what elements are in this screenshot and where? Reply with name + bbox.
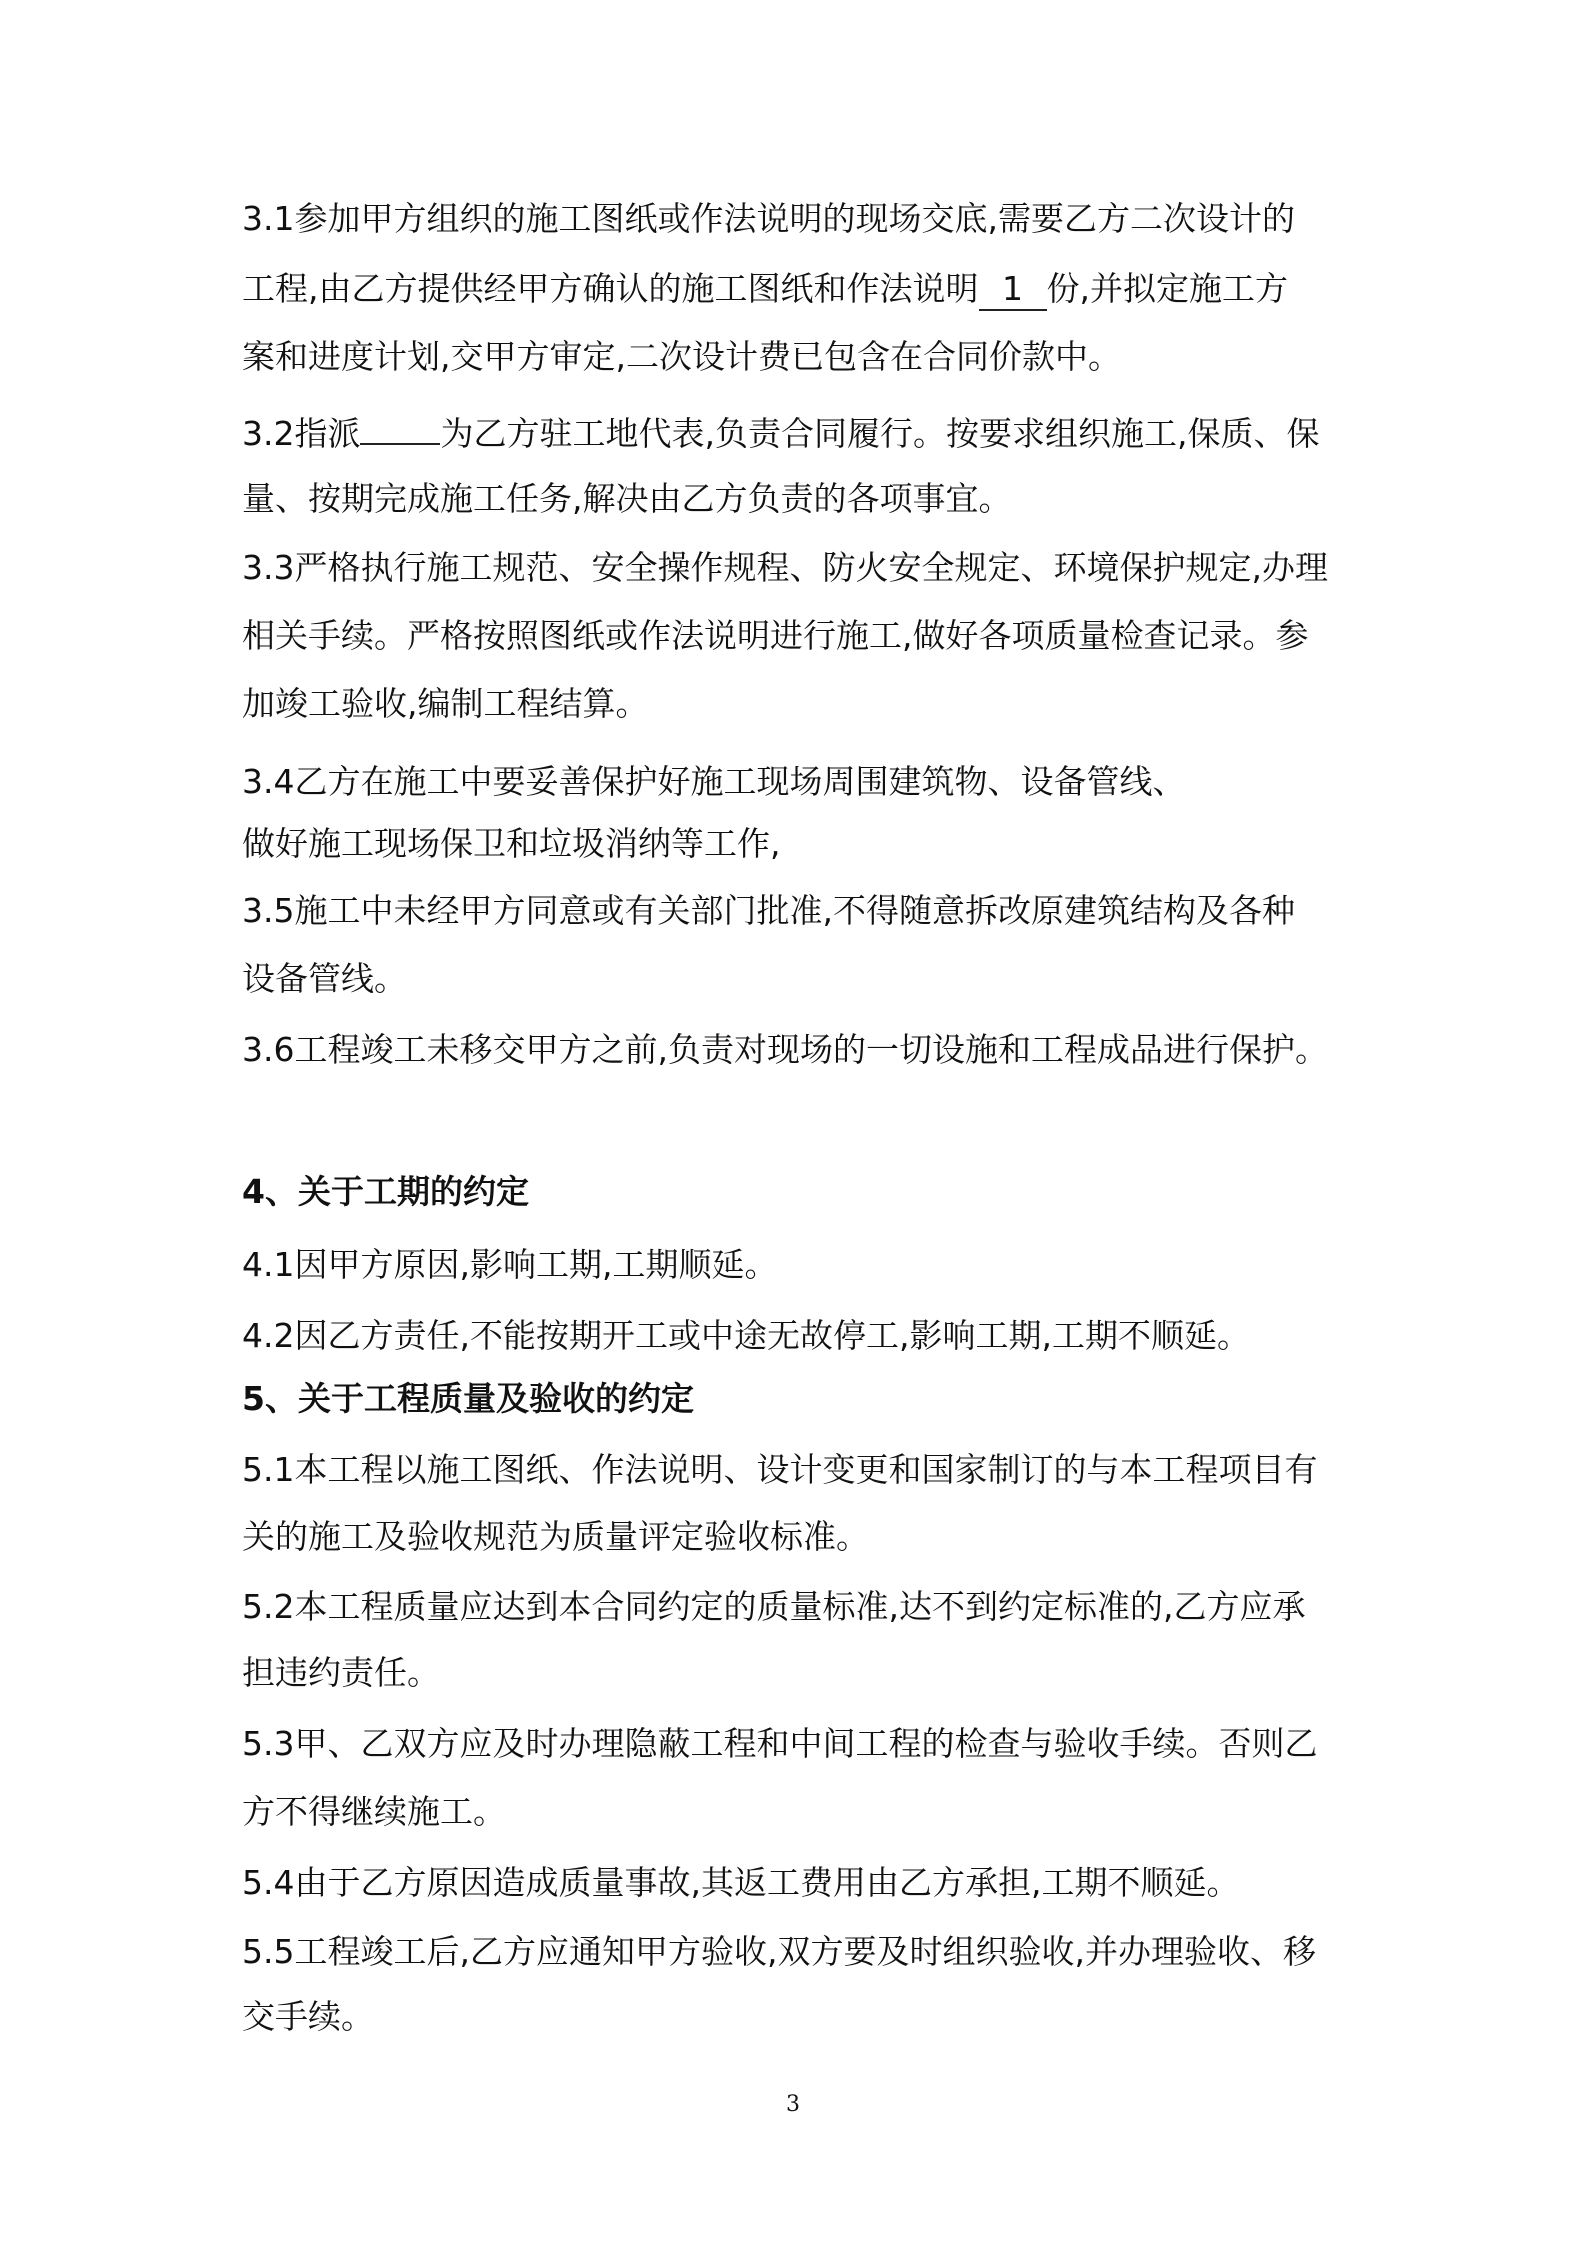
page-number: 3	[786, 2092, 800, 2117]
clause-3-2-text-cont: 为乙方驻工地代表,负责合同履行。按要求组织施工,保质、保	[440, 414, 1320, 453]
clause-5-5-line-1: 5.5工程竣工后,乙方应通知甲方验收,双方要及时组织验收,并办理验收、移	[242, 1932, 1316, 1971]
clause-3-3-line-3: 加竣工验收,编制工程结算。	[242, 684, 649, 723]
section-5-heading: 5、关于工程质量及验收的约定	[242, 1379, 694, 1418]
clause-5-3-line-1: 5.3甲、乙双方应及时办理隐蔽工程和中间工程的检查与验收手续。否则乙	[242, 1724, 1318, 1763]
clause-3-1-line-3: 案和进度计划,交甲方审定,二次设计费已包含在合同价款中。	[242, 337, 1121, 376]
clause-5-5-line-2: 交手续。	[242, 1997, 374, 2036]
clause-3-4-line-2: 做好施工现场保卫和垃圾消纳等工作,	[242, 824, 781, 863]
clause-3-2-text: 3.2指派	[242, 414, 361, 453]
clause-4-2: 4.2因乙方责任,不能按期开工或中途无故停工,影响工期,工期不顺延。	[242, 1316, 1250, 1355]
clause-3-1-text-cont: 份,并拟定施工方	[1046, 269, 1288, 308]
clause-4-1: 4.1因甲方原因,影响工期,工期顺延。	[242, 1245, 778, 1284]
clause-3-6: 3.6工程竣工未移交甲方之前,负责对现场的一切设施和工程成品进行保护。	[242, 1030, 1328, 1069]
clause-5-2-line-1: 5.2本工程质量应达到本合同约定的质量标准,达不到约定标准的,乙方应承	[242, 1587, 1306, 1626]
clause-5-4: 5.4由于乙方原因造成质量事故,其返工费用由乙方承担,工期不顺延。	[242, 1863, 1240, 1902]
representative-blank	[360, 443, 440, 445]
section-4-heading: 4、关于工期的约定	[242, 1172, 529, 1211]
clause-3-5-line-1: 3.5施工中未经甲方同意或有关部门批准,不得随意拆改原建筑结构及各种	[242, 891, 1295, 930]
clause-3-5-line-2: 设备管线。	[242, 959, 407, 998]
clause-5-1-line-2: 关的施工及验收规范为质量评定验收标准。	[242, 1517, 869, 1556]
clause-3-2-line-2: 量、按期完成施工任务,解决由乙方负责的各项事宜。	[242, 479, 1012, 518]
clause-3-2-line-1	[242, 412, 1319, 456]
clause-3-1-text: 工程,由乙方提供经甲方确认的施工图纸和作法说明	[242, 269, 979, 308]
clause-3-1-line-1: 3.1参加甲方组织的施工图纸或作法说明的现场交底,需要乙方二次设计的	[242, 199, 1295, 238]
clause-5-3-line-2: 方不得继续施工。	[242, 1792, 506, 1831]
clause-5-2-line-2: 担违约责任。	[242, 1653, 440, 1692]
clause-5-1-line-1: 5.1本工程以施工图纸、作法说明、设计变更和国家制订的与本工程项目有	[242, 1450, 1318, 1489]
clause-3-3-line-2: 相关手续。严格按照图纸或作法说明进行施工,做好各项质量检查记录。参	[242, 616, 1309, 655]
clause-3-3-line-1: 3.3严格执行施工规范、安全操作规程、防火安全规定、环境保护规定,办理	[242, 548, 1328, 587]
copies-blank: 1	[979, 269, 1047, 311]
clause-3-1-line-2	[242, 267, 1288, 311]
clause-3-4-line-1: 3.4乙方在施工中要妥善保护好施工现场周围建筑物、设备管线、	[242, 762, 1186, 801]
